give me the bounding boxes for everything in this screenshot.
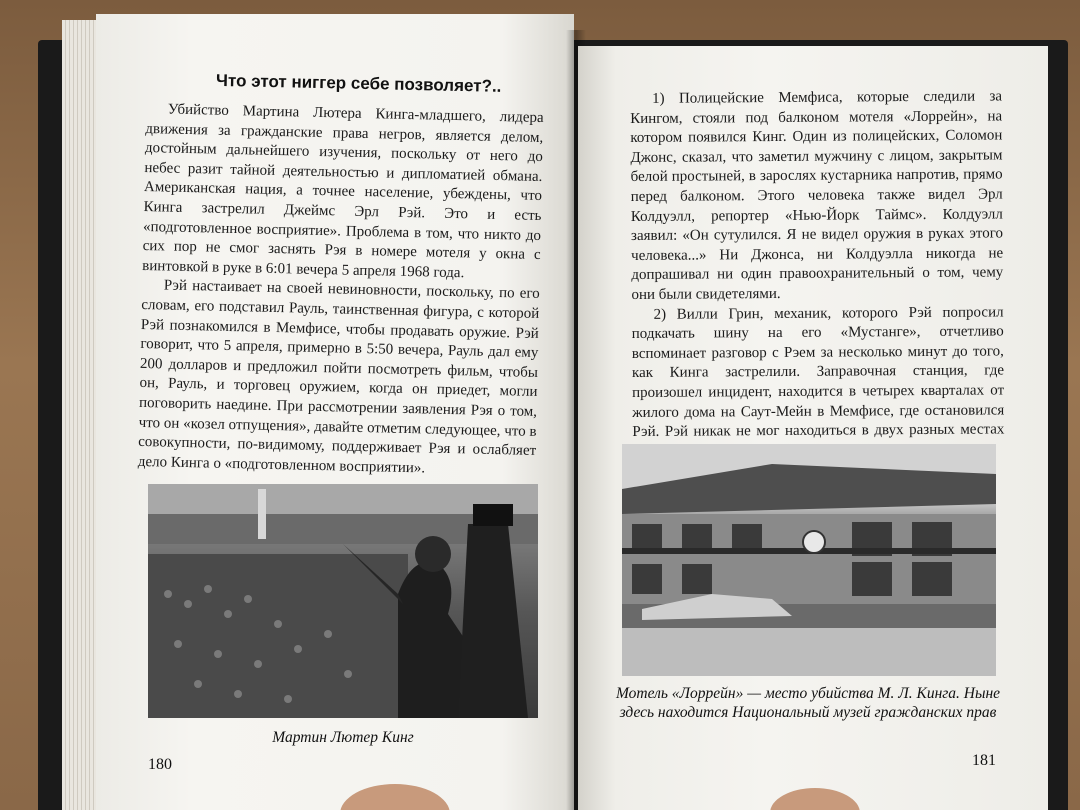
paragraph: 1) Полицейские Мемфиса, которые следили за Кингом, стояли под балконом мотеля «Лоррейн», на котором появился Кинг. Один из полицейских, Соломон Джонс, сказал, что заметил мужчину с лицом, закрытым белой простыней, в зарослях кустарника напротив, прямо перед балконом. Этого человека также видел Эрл Колдуэлл, репортер «Нью-Йорк Таймс». Колдуэлл заявил: «Он сутулился. Я не видел оружия в руках этого человека...» Ни Джонса, ни Колдуэлла никогда не допрашивал ни один правоохранительный о том, чему они были свидетелями.: [630, 88, 1004, 303]
mlk-photo-illustration: [148, 484, 538, 718]
motel-photo-illustration: [622, 444, 996, 676]
photo-caption: Мартин Лютер Кинг: [272, 729, 414, 746]
page-number: 180: [148, 756, 172, 773]
paragraph: 2) Вилли Грин, механик, которого Рэй попросил подкачать шину на его «Мустанге», отчетливо вспоминает разговор с Рэем за несколько минут до того, как Кинга застрелили. Заправочная станция, где произошел инцидент, находится в четырех кварталах от жилого дома на Саут-Мейн в Мемфисе, где остановился Рэй. Рэй никак не мог находиться в двух разных местах: [631, 303, 1005, 441]
photo-caption: Мотель «Лоррейн» — место убийства М. Л. Кинга. Ныне здесь находится Национальный музей гражданских прав: [615, 685, 1001, 721]
running-head: Что этот ниггер себе позволяет?..: [215, 70, 502, 96]
right-body-text: [630, 87, 1005, 462]
page-number: 181: [972, 752, 996, 769]
mlk-photo: [148, 484, 538, 718]
paragraph: Убийство Мартина Лютера Кинга-младшего, лидера движения за гражданские права негров, является делом, достойным дальнейшего изучения, поскольку от него до небес разит тайной деятельностью и дипломатией обмана. Американская нация, а точнее население, убеждены, что Кинга застрелил Джеймс Эрл Рэй. Это и есть «подготовленное восприятие». Проблема в том, что никто до сих пор не смог заснять Рэя в номере мотеля у окна с винтовкой в руке в 6:01 вечера 5 апреля 1968 года.: [142, 101, 544, 282]
left-page: [96, 14, 574, 810]
right-page: [578, 46, 1048, 810]
motel-photo: [622, 444, 996, 676]
left-body-text: [138, 100, 544, 481]
paragraph: Рэй настаивает на своей невиновности, поскольку, по его словам, его подставил Рауль, таинственная фигура, с которой Рэй познакомился в Мемфисе, чтобы продавать оружие. Рэй говорит, что 5 апреля, примерно в 5:50 вечера, Рауль дал ему 200 долларов и предложил пойти посмотреть фильм, чтобы он, Рауль, и торговец оружием, когда он приедет, могли поговорить наедине. При рассмотрении заявления Рэя о том, что он «козел отпущения», давайте отметим следующее, что в совокупности, по-видимому, поддерживает Рэя и ослабляет дело Кинга о «подготовленном восприятии».: [137, 277, 540, 477]
